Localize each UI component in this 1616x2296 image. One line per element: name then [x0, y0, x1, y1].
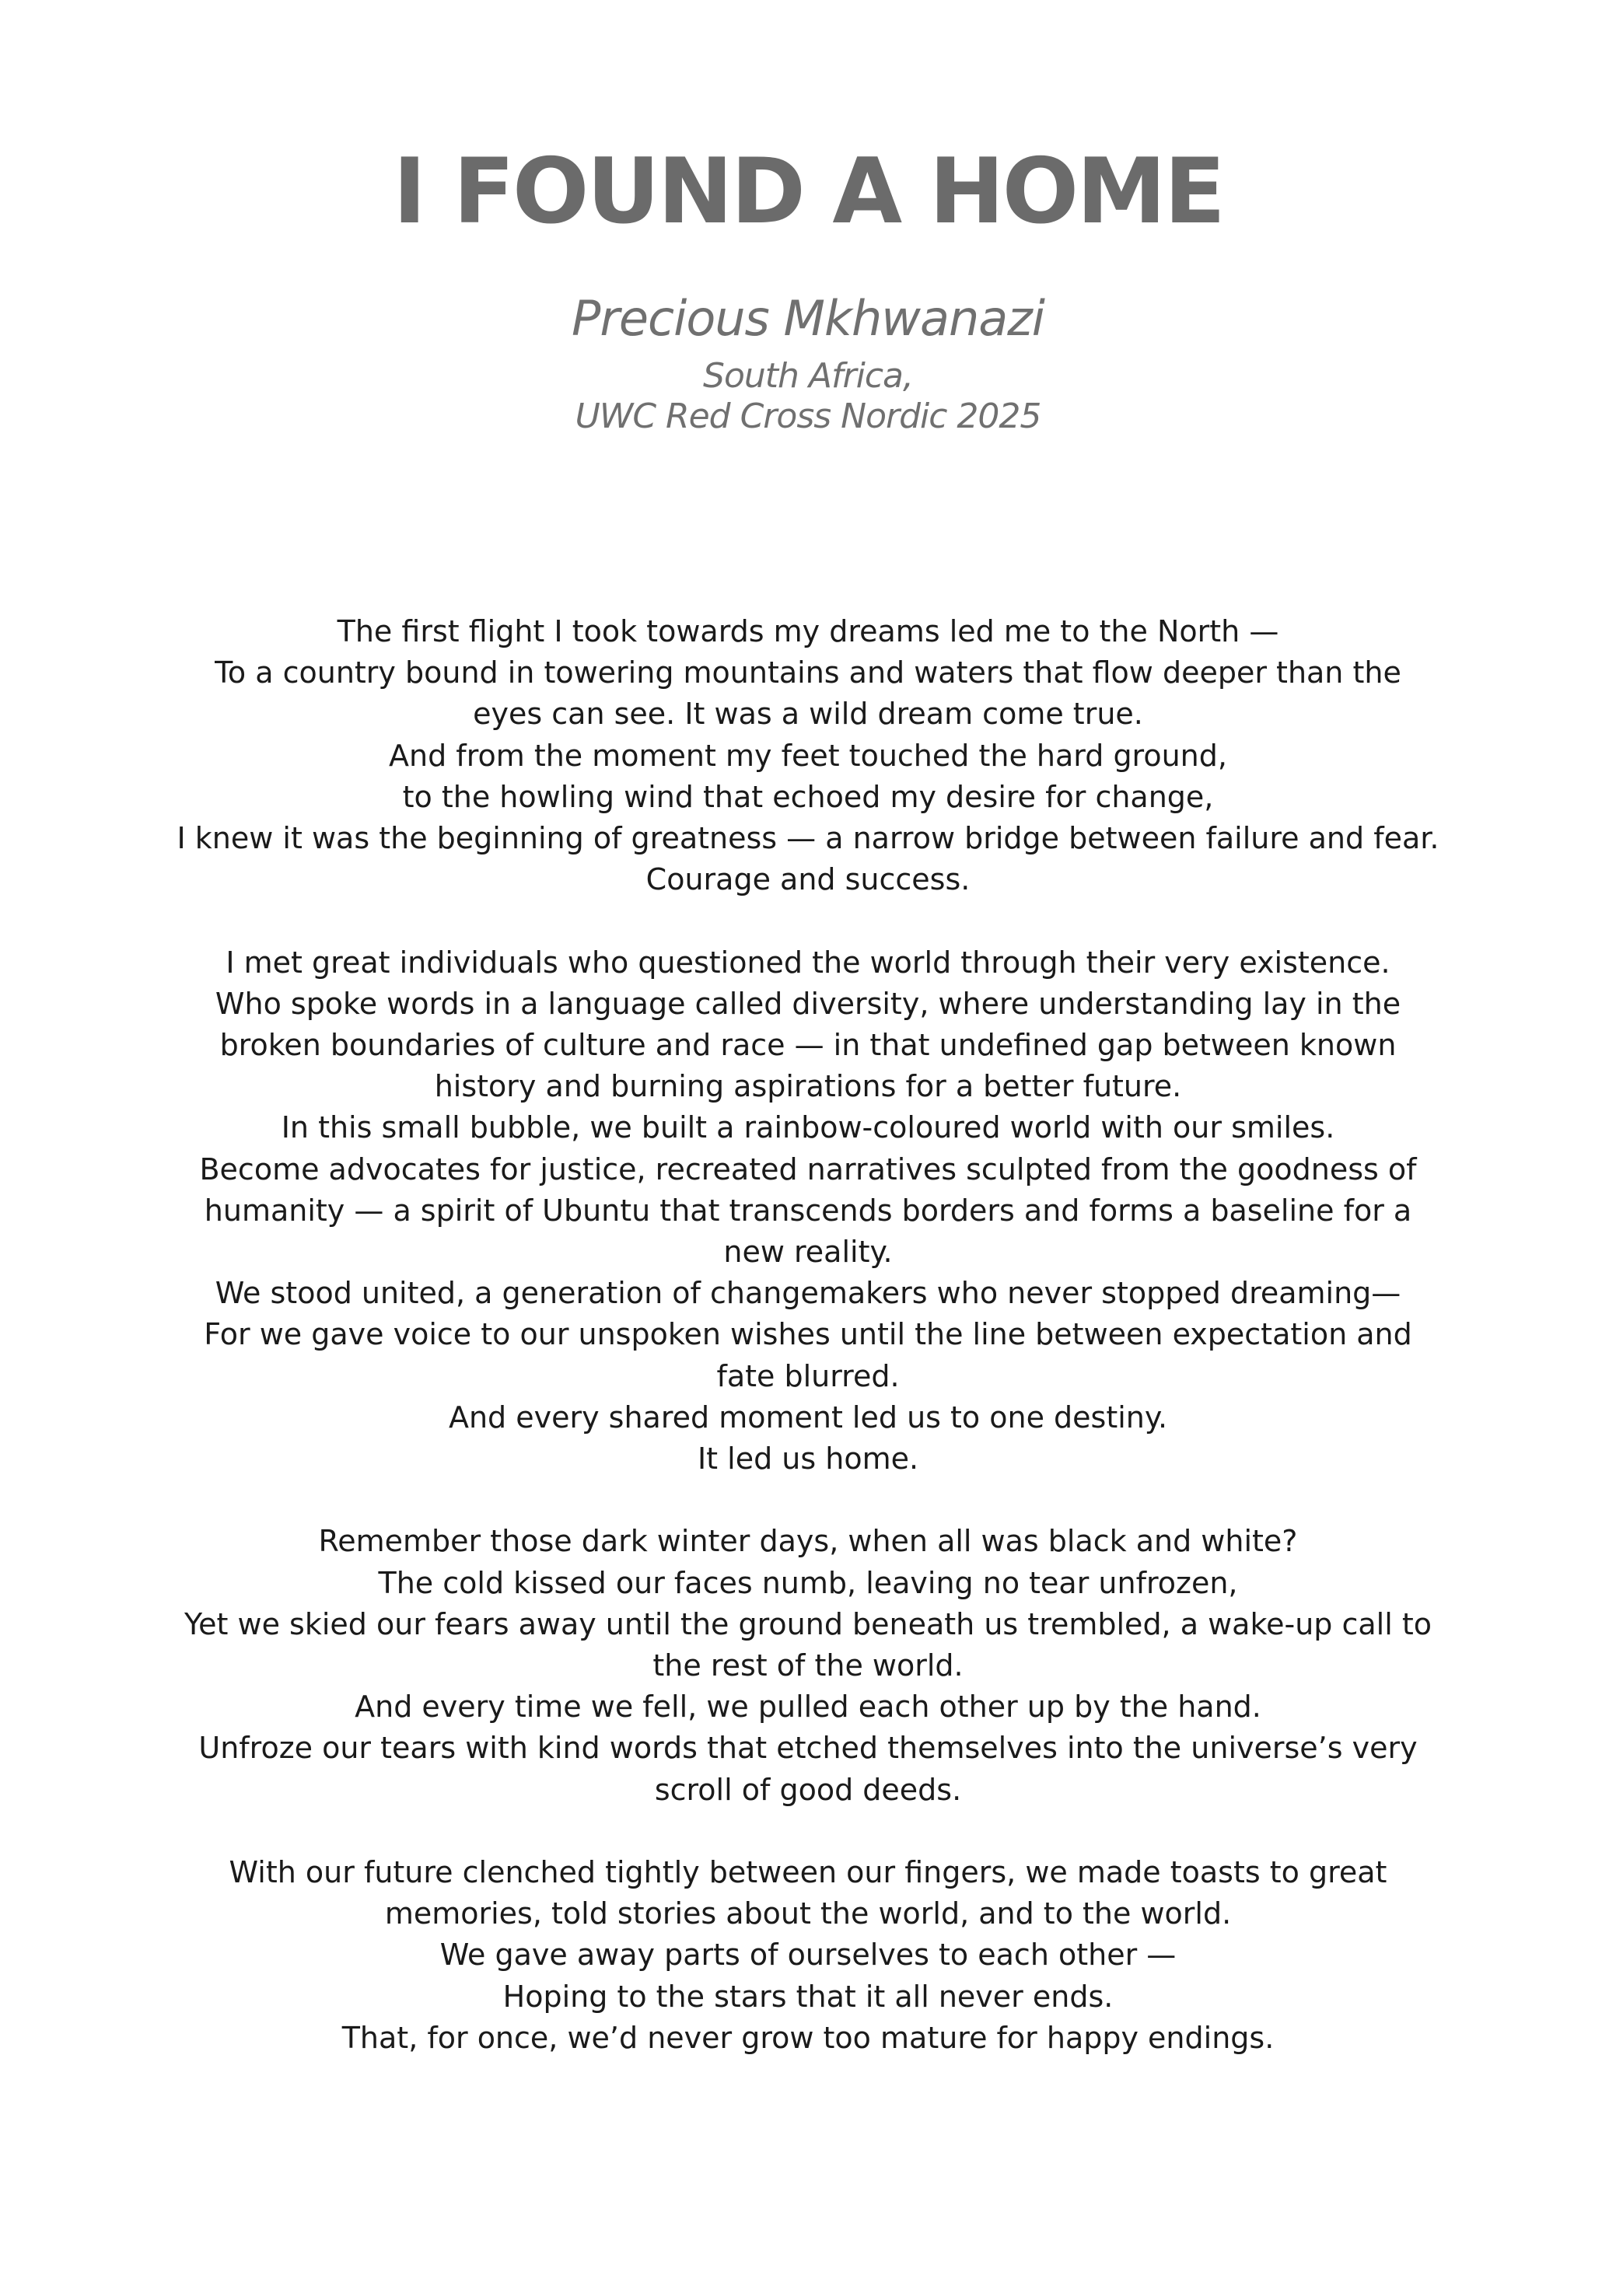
poem-line: And every shared moment led us to one destiny.: [448, 1400, 1168, 1435]
author-name: Precious Mkhwanazi: [571, 290, 1045, 347]
affiliation-country: South Africa,: [703, 356, 913, 396]
poem-line: broken boundaries of culture and race — in that undefined gap between known: [219, 1028, 1397, 1063]
poem-line: Hoping to the stars that it all never ends.: [502, 1979, 1114, 2014]
poem-line: the rest of the world.: [652, 1648, 964, 1683]
poem-line: to the howling wind that echoed my desire for change,: [402, 779, 1214, 814]
poem-line: In this small bubble, we built a rainbow-coloured world with our smiles.: [281, 1110, 1335, 1145]
poem-line: For we gave voice to our unspoken wishes until the line between expectation and: [204, 1317, 1412, 1352]
poem-line: To a country bound in towering mountains and waters that flow deeper than the: [215, 655, 1401, 690]
poem-line: fate blurred.: [716, 1358, 900, 1393]
poem-line: Unfroze our tears with kind words that etched themselves into the universe’s very: [198, 1731, 1418, 1766]
author-affiliation: [0, 356, 1616, 437]
poem-line: That, for once, we’d never grow too mature for happy endings.: [341, 2020, 1275, 2055]
poem-line: eyes can see. It was a wild dream come true.: [473, 697, 1143, 732]
stanza-break: [156, 900, 1460, 942]
poem-line: memories, told stories about the world, and to the world.: [384, 1896, 1232, 1931]
poem-line: humanity — a spirit of Ubuntu that transcends borders and forms a baseline for a: [204, 1193, 1412, 1228]
affiliation-school: UWC Red Cross Nordic 2025: [575, 397, 1041, 436]
poem-line: The cold kissed our faces numb, leaving no tear unfrozen,: [378, 1565, 1238, 1600]
poem-line: It led us home.: [697, 1442, 919, 1476]
poem-line: Courage and success.: [645, 862, 971, 897]
poem-line: We gave away parts of ourselves to each other —: [439, 1938, 1177, 1973]
stanza-break: [156, 1811, 1460, 1852]
poem-line: Become advocates for justice, recreated narratives sculpted from the goodness of: [199, 1151, 1417, 1186]
poem-line: We stood united, a generation of changemakers who never stopped dreaming—: [215, 1276, 1401, 1311]
poem-line: The first flight I took towards my dreams led me to the North —: [337, 614, 1279, 648]
poem-title: I FOUND A HOME: [393, 139, 1223, 244]
poem-line: new reality.: [723, 1235, 893, 1270]
poem-line: history and burning aspirations for a better future.: [434, 1069, 1182, 1104]
poem-line: And every time we fell, we pulled each other up by the hand.: [355, 1690, 1261, 1725]
poem-line: Remember those dark winter days, when all was black and white?: [318, 1524, 1298, 1559]
stanza-break: [156, 1480, 1460, 1521]
poem-line: scroll of good deeds.: [654, 1772, 962, 1807]
poem-line: Who spoke words in a language called diversity, where understanding lay in the: [215, 986, 1401, 1021]
poem-line: I knew it was the beginning of greatness — a narrow bridge between failure and fear.: [177, 821, 1439, 856]
poem-line: And from the moment my feet touched the hard ground,: [389, 738, 1227, 773]
poem-line: Yet we skied our fears away until the ground beneath us trembled, a wake-up call to: [184, 1606, 1432, 1641]
poem-body: [156, 611, 1460, 2059]
poem-line: With our future clenched tightly between our fingers, we made toasts to great: [229, 1855, 1387, 1890]
poem-line: I met great individuals who questioned the world through their very existence.: [226, 945, 1390, 980]
